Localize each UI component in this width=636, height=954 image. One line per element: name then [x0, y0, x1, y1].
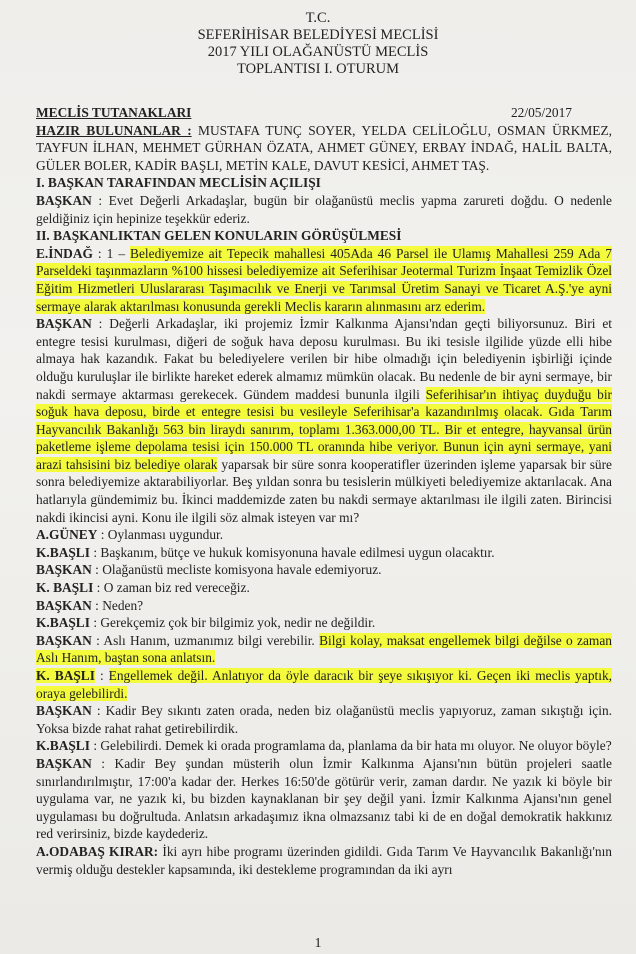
highlighted-text: Seferihisar'ın ihtiyaç duyduğu bir soğuk hava deposu, birde et entegre tesisi bu vesileyle Seferihisar'a kazandırılmış olacak. Gıda Tarım Hayvancılık Bakanlığı 563 bin liraydı sanırım, toplamı 1.363.000,00 TL. Bir et entegre, hayvansal ürün paketleme işleme depolama tesisi için 150.000 TL oranında hibe veriyor. Bunun için ayni sermaye, yani arazi tahsisini biz belediye olarak	[36, 386, 612, 472]
speaker-label: BAŞKAN	[36, 562, 92, 578]
attendees-label: HAZIR BULUNANLAR :	[36, 122, 192, 138]
speaker-label: K.BAŞLI	[36, 615, 90, 631]
speech-text: : Evet Değerli Arkadaşlar, bugün bir olağanüstü meclis yapma zarureti doğdu. O nedenle geldiğiniz için hepinize teşekkür ederiz.	[36, 192, 612, 226]
dialogue-line	[36, 544, 612, 562]
section-1-title: I. BAŞKAN TARAFINDAN MECLİSİN AÇILIŞI	[36, 175, 321, 191]
chair-statement-paragraph	[36, 315, 612, 526]
speaker-label: K.BAŞLI	[36, 738, 90, 754]
speech-text: : Değerli Arkadaşlar, iki projemiz İzmir Kalkınma Ajansı'ndan geçti biliyorsunuz. Biri et entegre tesisi kurulması, diğeri de soğuk hava deposu kurulması. Bu iki tesisle ilgilide yüzde elli hibe almaya hak kazandık. Fakat bu belediyelere verilen bir hibe olmadığı için belediyenin işbirliği içinde olduğu kuruluşlar ile birlikte hareket ederek almamız mümkün olacak. Bu nedenle de bir ayni sermaye, bir nakdi sermaye aktarması gerekecek. Gündem maddesi bununla ilgili	[36, 316, 612, 402]
document-header	[0, 10, 636, 78]
dialogue-line	[36, 579, 612, 597]
speech-text: İki ayrı hibe programı üzerinden gidildi. Gıda Tarım Ve Hayvancılık Bakanlığı'nın vermiş olduğu destekler kapsamında, iki destekleme programından da iki ayrı	[36, 843, 612, 877]
attendees-paragraph	[36, 122, 612, 175]
dialogue-line	[36, 755, 612, 843]
speaker-label: E.İNDAĞ	[36, 245, 93, 261]
page-number: 1	[314, 936, 322, 951]
speaker-label: BAŞKAN	[36, 755, 92, 771]
speech-text: :	[94, 668, 109, 683]
dialogue-line	[36, 526, 612, 544]
speech-text: : O zaman biz red vereceğiz.	[93, 580, 250, 596]
speaker-label: BAŞKAN	[36, 703, 92, 719]
header-line-tc: T.C.	[305, 10, 331, 26]
dialogue-line	[36, 702, 612, 737]
speech-text: : Olağanüstü mecliste komisyona havale edemiyoruz.	[91, 562, 382, 578]
speech-text: : Gelebilirdi. Demek ki orada programlama da, planlama da bir hata mı oluyor. Ne oluyor böyle?	[89, 738, 612, 754]
attendees-list: MUSTAFA TUNÇ SOYER, YELDA CELİLOĞLU, OSMAN ÜRKMEZ, TAYFUN İLHAN, MEHMET GÜRHAN ÖZATA, AHMET GÜNEY, ERBAY İNDAĞ, HALİL BALTA, GÜLER BOLER, KADİR BAŞLI, METİN KALE, DAVUT KESİCİ, AHMET TAŞ.	[36, 122, 612, 173]
dialogue-line	[36, 632, 612, 667]
minutes-title: MECLİS TUTANAKLARI	[36, 105, 192, 120]
speaker-label: BAŞKAN	[36, 632, 92, 648]
speaker-label: K. BAŞLI	[36, 580, 94, 596]
dialogue-line	[36, 597, 612, 615]
speech-text: : Kadir Bey şundan müsterih olun İzmir Kalkınma Ajansı'nın bütün projeleri saatle sınırlandırılmıştır, 17:00'a kadar der. Herkes 16:50'de götürür verir, zaman dardır. Ne yazık ki böyle bir uygulama var, ne yazık ki, bu bizden kaynaklanan bir şey değil yani. İzmir Kalkınma Ajansı'nın genel uygulaması bu doğrultuda. Anlatsın arkadaşımız ikna olmazsanız tabi ki de en doğal demokratik hakkınız red verirsiniz, bizde kaydederiz.	[36, 755, 612, 842]
highlighted-text: Belediyemize ait Tepecik mahallesi 405Ada 46 Parsel ile Ulamış Mahallesi 259 Ada 7 Parseldeki taşınmazların %100 hissesi belediyemize ait Seferihisar Jeotermal Turizm İnşaat Temizlik Özel Eğitim Hizmetleri Uluslararası Taşımacılık ve Enerji ve Tarımsal Üretim Sanayi ve Ticaret A.Ş.'ye ayni sermaye alarak aktarılması konusunda gerekli Meclis kararın alınmasını arz ederim.	[36, 245, 612, 314]
speech-text: : Başkanım, bütçe ve hukuk komisyonuna havale edilmesi uygun olacaktır.	[89, 544, 495, 560]
speaker-label: K. BAŞLI	[36, 668, 95, 683]
speech-text: yaparsak bir süre sonra kooperatifler üzerinden işleme yaparsak bir süre sonra belediyemize aktarabiliyorlar. Beş yıldan sonra bu tesislerin mülkiyeti belediyemize aktarılacak. Ana hatlarıyla gündemimiz bu. İkinci maddemizde zaten bu nakdi sermaye aktarılması ile ilgili zaten. Birincisi nakdi ikincisi ayni. Konu ile ilgili söz almak isteyen var mı?	[36, 456, 612, 525]
dialogue-line	[36, 667, 612, 702]
speech-text: : Aslı Hanım, uzmanımız bilgi verebilir.	[91, 632, 320, 648]
minutes-title-row	[36, 104, 612, 122]
speech-text: : 1 –	[92, 245, 131, 261]
speaker-label: K.BAŞLI	[36, 544, 90, 560]
speech-text: : Oylanması uygundur.	[97, 527, 224, 543]
speaker-label: BAŞKAN	[36, 597, 92, 613]
speaker-label: BAŞKAN	[36, 316, 92, 332]
minutes-date: 22/05/2017	[510, 105, 572, 120]
dialogue-line	[36, 614, 612, 632]
agenda-item-paragraph	[36, 245, 612, 315]
highlighted-text: Engellemek değil. Anlatıyor da öyle daracık bir şeye sıkışıyor ki. Geçen iki meclis yaptık, oraya gelebilirdi.	[36, 668, 612, 701]
document-body	[36, 104, 612, 878]
dialogue-line	[36, 843, 612, 878]
section-2-title: II. BAŞKANLIKTAN GELEN KONULARIN GÖRÜŞÜLMESİ	[36, 228, 402, 244]
section-1-paragraph	[36, 192, 612, 227]
dialogue-line	[36, 737, 612, 755]
speaker-label: A.ODABAŞ KIRAR:	[36, 843, 159, 859]
header-line-session: 2017 YILI OLAĞANÜSTÜ MECLİS	[207, 44, 429, 60]
header-line-meeting: TOPLANTISI I. OTURUM	[236, 61, 400, 77]
speech-text: : Gerekçemiz çok bir bilgimiz yok, nedir ne değildir.	[89, 615, 376, 631]
speaker-label: BAŞKAN	[36, 192, 92, 208]
speaker-label: A.GÜNEY	[36, 527, 98, 543]
dialogue-line	[36, 561, 612, 579]
speech-text: : Neden?	[91, 597, 144, 613]
header-line-council: SEFERİHİSAR BELEDİYESİ MECLİSİ	[197, 27, 439, 43]
highlighted-text: Bilgi kolay, maksat engellemek bilgi değilse o zaman Aslı Hanım, baştan sona anlatsın.	[36, 632, 612, 666]
speech-text: : Kadir Bey sıkıntı zaten orada, neden biz olağanüstü meclis yapıyoruz, zaman sıkıştığı için. Yoksa bizde rahat rahat getirebilirdik.	[36, 703, 612, 736]
